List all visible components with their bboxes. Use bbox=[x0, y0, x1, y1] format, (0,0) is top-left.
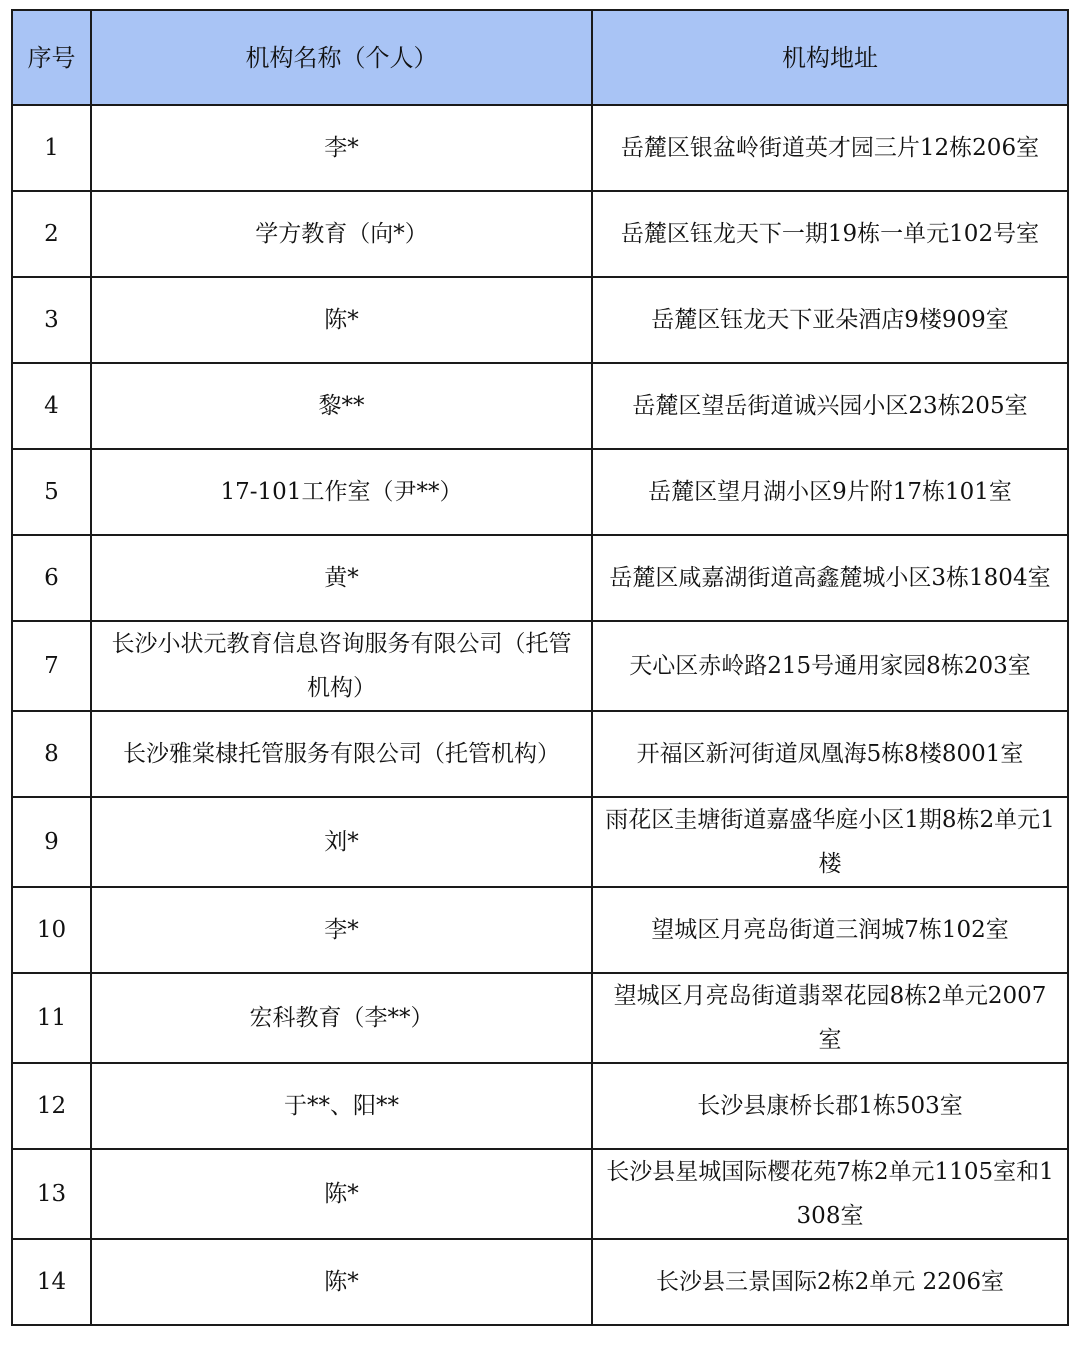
header-row bbox=[12, 10, 1068, 105]
row-index: 10 bbox=[12, 887, 91, 973]
table-header bbox=[12, 10, 1068, 105]
row-index: 3 bbox=[12, 277, 91, 363]
row-address: 雨花区圭塘街道嘉盛华庭小区1期8栋2单元1楼 bbox=[592, 797, 1068, 887]
row-index: 12 bbox=[12, 1063, 91, 1149]
row-name: 李* bbox=[91, 887, 592, 973]
table-row bbox=[12, 105, 1068, 191]
row-index: 7 bbox=[12, 621, 91, 711]
row-index: 8 bbox=[12, 711, 91, 797]
table-row bbox=[12, 887, 1068, 973]
row-index: 2 bbox=[12, 191, 91, 277]
row-index: 1 bbox=[12, 105, 91, 191]
row-name: 黎** bbox=[91, 363, 592, 449]
row-name: 陈* bbox=[91, 277, 592, 363]
row-index: 4 bbox=[12, 363, 91, 449]
row-name: 黄* bbox=[91, 535, 592, 621]
table-row bbox=[12, 277, 1068, 363]
row-name: 长沙雅棠棣托管服务有限公司（托管机构） bbox=[91, 711, 592, 797]
row-address: 长沙县康桥长郡1栋503室 bbox=[592, 1063, 1068, 1149]
row-name: 17-101工作室（尹**） bbox=[91, 449, 592, 535]
row-address: 望城区月亮岛街道三润城7栋102室 bbox=[592, 887, 1068, 973]
row-address: 岳麓区望岳街道诚兴园小区23栋205室 bbox=[592, 363, 1068, 449]
row-address: 岳麓区银盆岭街道英才园三片12栋206室 bbox=[592, 105, 1068, 191]
table-row bbox=[12, 1149, 1068, 1239]
row-address: 天心区赤岭路215号通用家园8栋203室 bbox=[592, 621, 1068, 711]
row-name: 李* bbox=[91, 105, 592, 191]
row-address: 长沙县三景国际2栋2单元 2206室 bbox=[592, 1239, 1068, 1325]
header-address: 机构地址 bbox=[592, 10, 1068, 105]
row-name: 刘* bbox=[91, 797, 592, 887]
table-row bbox=[12, 1239, 1068, 1325]
row-name: 长沙小状元教育信息咨询服务有限公司（托管机构） bbox=[91, 621, 592, 711]
row-name: 陈* bbox=[91, 1239, 592, 1325]
header-name: 机构名称（个人） bbox=[91, 10, 592, 105]
header-index: 序号 bbox=[12, 10, 91, 105]
row-address: 岳麓区望月湖小区9片附17栋101室 bbox=[592, 449, 1068, 535]
table-row bbox=[12, 973, 1068, 1063]
table-row bbox=[12, 449, 1068, 535]
table-row bbox=[12, 363, 1068, 449]
row-address: 长沙县星城国际樱花苑7栋2单元1105室和1308室 bbox=[592, 1149, 1068, 1239]
row-name: 陈* bbox=[91, 1149, 592, 1239]
row-index: 14 bbox=[12, 1239, 91, 1325]
table-row bbox=[12, 711, 1068, 797]
row-index: 9 bbox=[12, 797, 91, 887]
row-index: 6 bbox=[12, 535, 91, 621]
institution-table bbox=[11, 9, 1069, 1326]
row-address: 望城区月亮岛街道翡翠花园8栋2单元2007室 bbox=[592, 973, 1068, 1063]
row-address: 开福区新河街道凤凰海5栋8楼8001室 bbox=[592, 711, 1068, 797]
row-address: 岳麓区咸嘉湖街道高鑫麓城小区3栋1804室 bbox=[592, 535, 1068, 621]
row-name: 学方教育（向*） bbox=[91, 191, 592, 277]
table-row bbox=[12, 797, 1068, 887]
table-row bbox=[12, 621, 1068, 711]
table-row bbox=[12, 191, 1068, 277]
row-address: 岳麓区钰龙天下亚朵酒店9楼909室 bbox=[592, 277, 1068, 363]
row-index: 5 bbox=[12, 449, 91, 535]
table-row bbox=[12, 535, 1068, 621]
row-name: 于**、阳** bbox=[91, 1063, 592, 1149]
row-index: 13 bbox=[12, 1149, 91, 1239]
table-row bbox=[12, 1063, 1068, 1149]
row-index: 11 bbox=[12, 973, 91, 1063]
row-address: 岳麓区钰龙天下一期19栋一单元102号室 bbox=[592, 191, 1068, 277]
table-body bbox=[12, 105, 1068, 1325]
row-name: 宏科教育（李**） bbox=[91, 973, 592, 1063]
